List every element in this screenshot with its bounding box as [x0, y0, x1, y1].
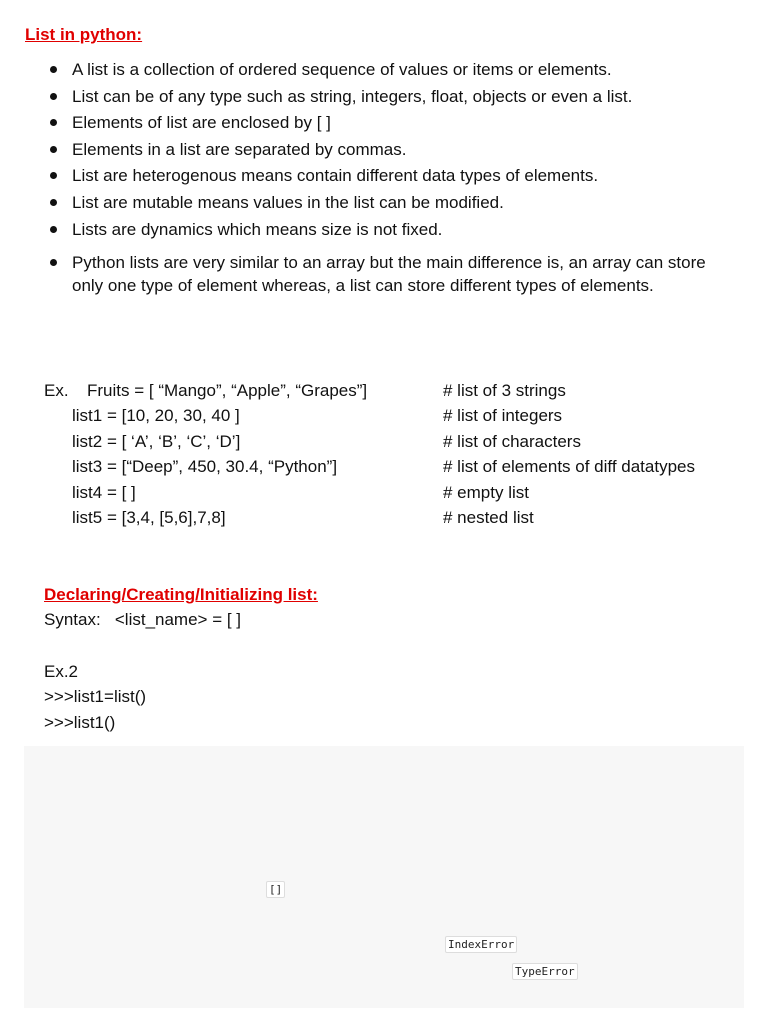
type-error-label: TypeError: [512, 963, 578, 980]
example-row: [44, 505, 744, 530]
output-panel: [24, 746, 744, 1008]
example2-label: Ex.2: [44, 662, 79, 681]
heading-list-in-python: List in python:: [25, 25, 143, 44]
example-comment: # empty list: [443, 482, 529, 502]
definition-bullet-list: [44, 58, 734, 300]
example-comment: # list of characters: [443, 431, 581, 451]
bullet-item: Lists are dynamics which means size is not fixed.: [44, 218, 734, 241]
example-row: [44, 378, 744, 403]
example-code: list3 = [“Deep”, 450, 30.4, “Python”]: [72, 457, 338, 477]
bullet-item: Python lists are very similar to an array but the main difference is, an array can store only one type of element whereas, a list can store different types of elements.: [44, 251, 734, 297]
example-code: list5 = [3,4, [5,6],7,8]: [72, 507, 226, 527]
example-row: [44, 454, 744, 479]
example-comment: # list of integers: [443, 406, 563, 426]
bullet-item: A list is a collection of ordered sequence of values or items or elements.: [44, 58, 734, 81]
example-code: Fruits = [ “Mango”, “Apple”, “Grapes”]: [87, 381, 368, 400]
examples-block: [44, 378, 744, 530]
example-prefix: Ex.: [44, 381, 69, 400]
syntax-line: Syntax: <list_name> = [ ]: [44, 610, 242, 629]
example-row: [44, 429, 744, 454]
example-comment: # list of elements of diff datatypes: [443, 457, 695, 477]
bullet-item: List are mutable means values in the list can be modified.: [44, 191, 734, 214]
example-code: list2 = [ ‘A’, ‘B’, ‘C’, ‘D’]: [72, 431, 241, 451]
example2-code-line: >>>list1=list(): [44, 687, 147, 706]
heading-declaring-list: Declaring/Creating/Initializing list:: [44, 585, 318, 604]
index-error-label: IndexError: [445, 936, 517, 953]
empty-list-output: []: [266, 881, 285, 898]
bullet-item: List can be of any type such as string, integers, float, objects or even a list.: [44, 85, 734, 108]
example-code: list4 = [ ]: [72, 482, 136, 502]
example-code: list1 = [10, 20, 30, 40 ]: [72, 406, 240, 426]
bullet-item: Elements in a list are separated by commas.: [44, 138, 734, 161]
bullet-item: List are heterogenous means contain different data types of elements.: [44, 164, 734, 187]
example-row: [44, 480, 744, 505]
example-row: [44, 403, 744, 428]
example2-code-line: >>>list1(): [44, 713, 116, 732]
example-comment: # nested list: [443, 507, 534, 527]
example-comment: # list of 3 strings: [443, 381, 566, 400]
bullet-item: Elements of list are enclosed by [ ]: [44, 111, 734, 134]
